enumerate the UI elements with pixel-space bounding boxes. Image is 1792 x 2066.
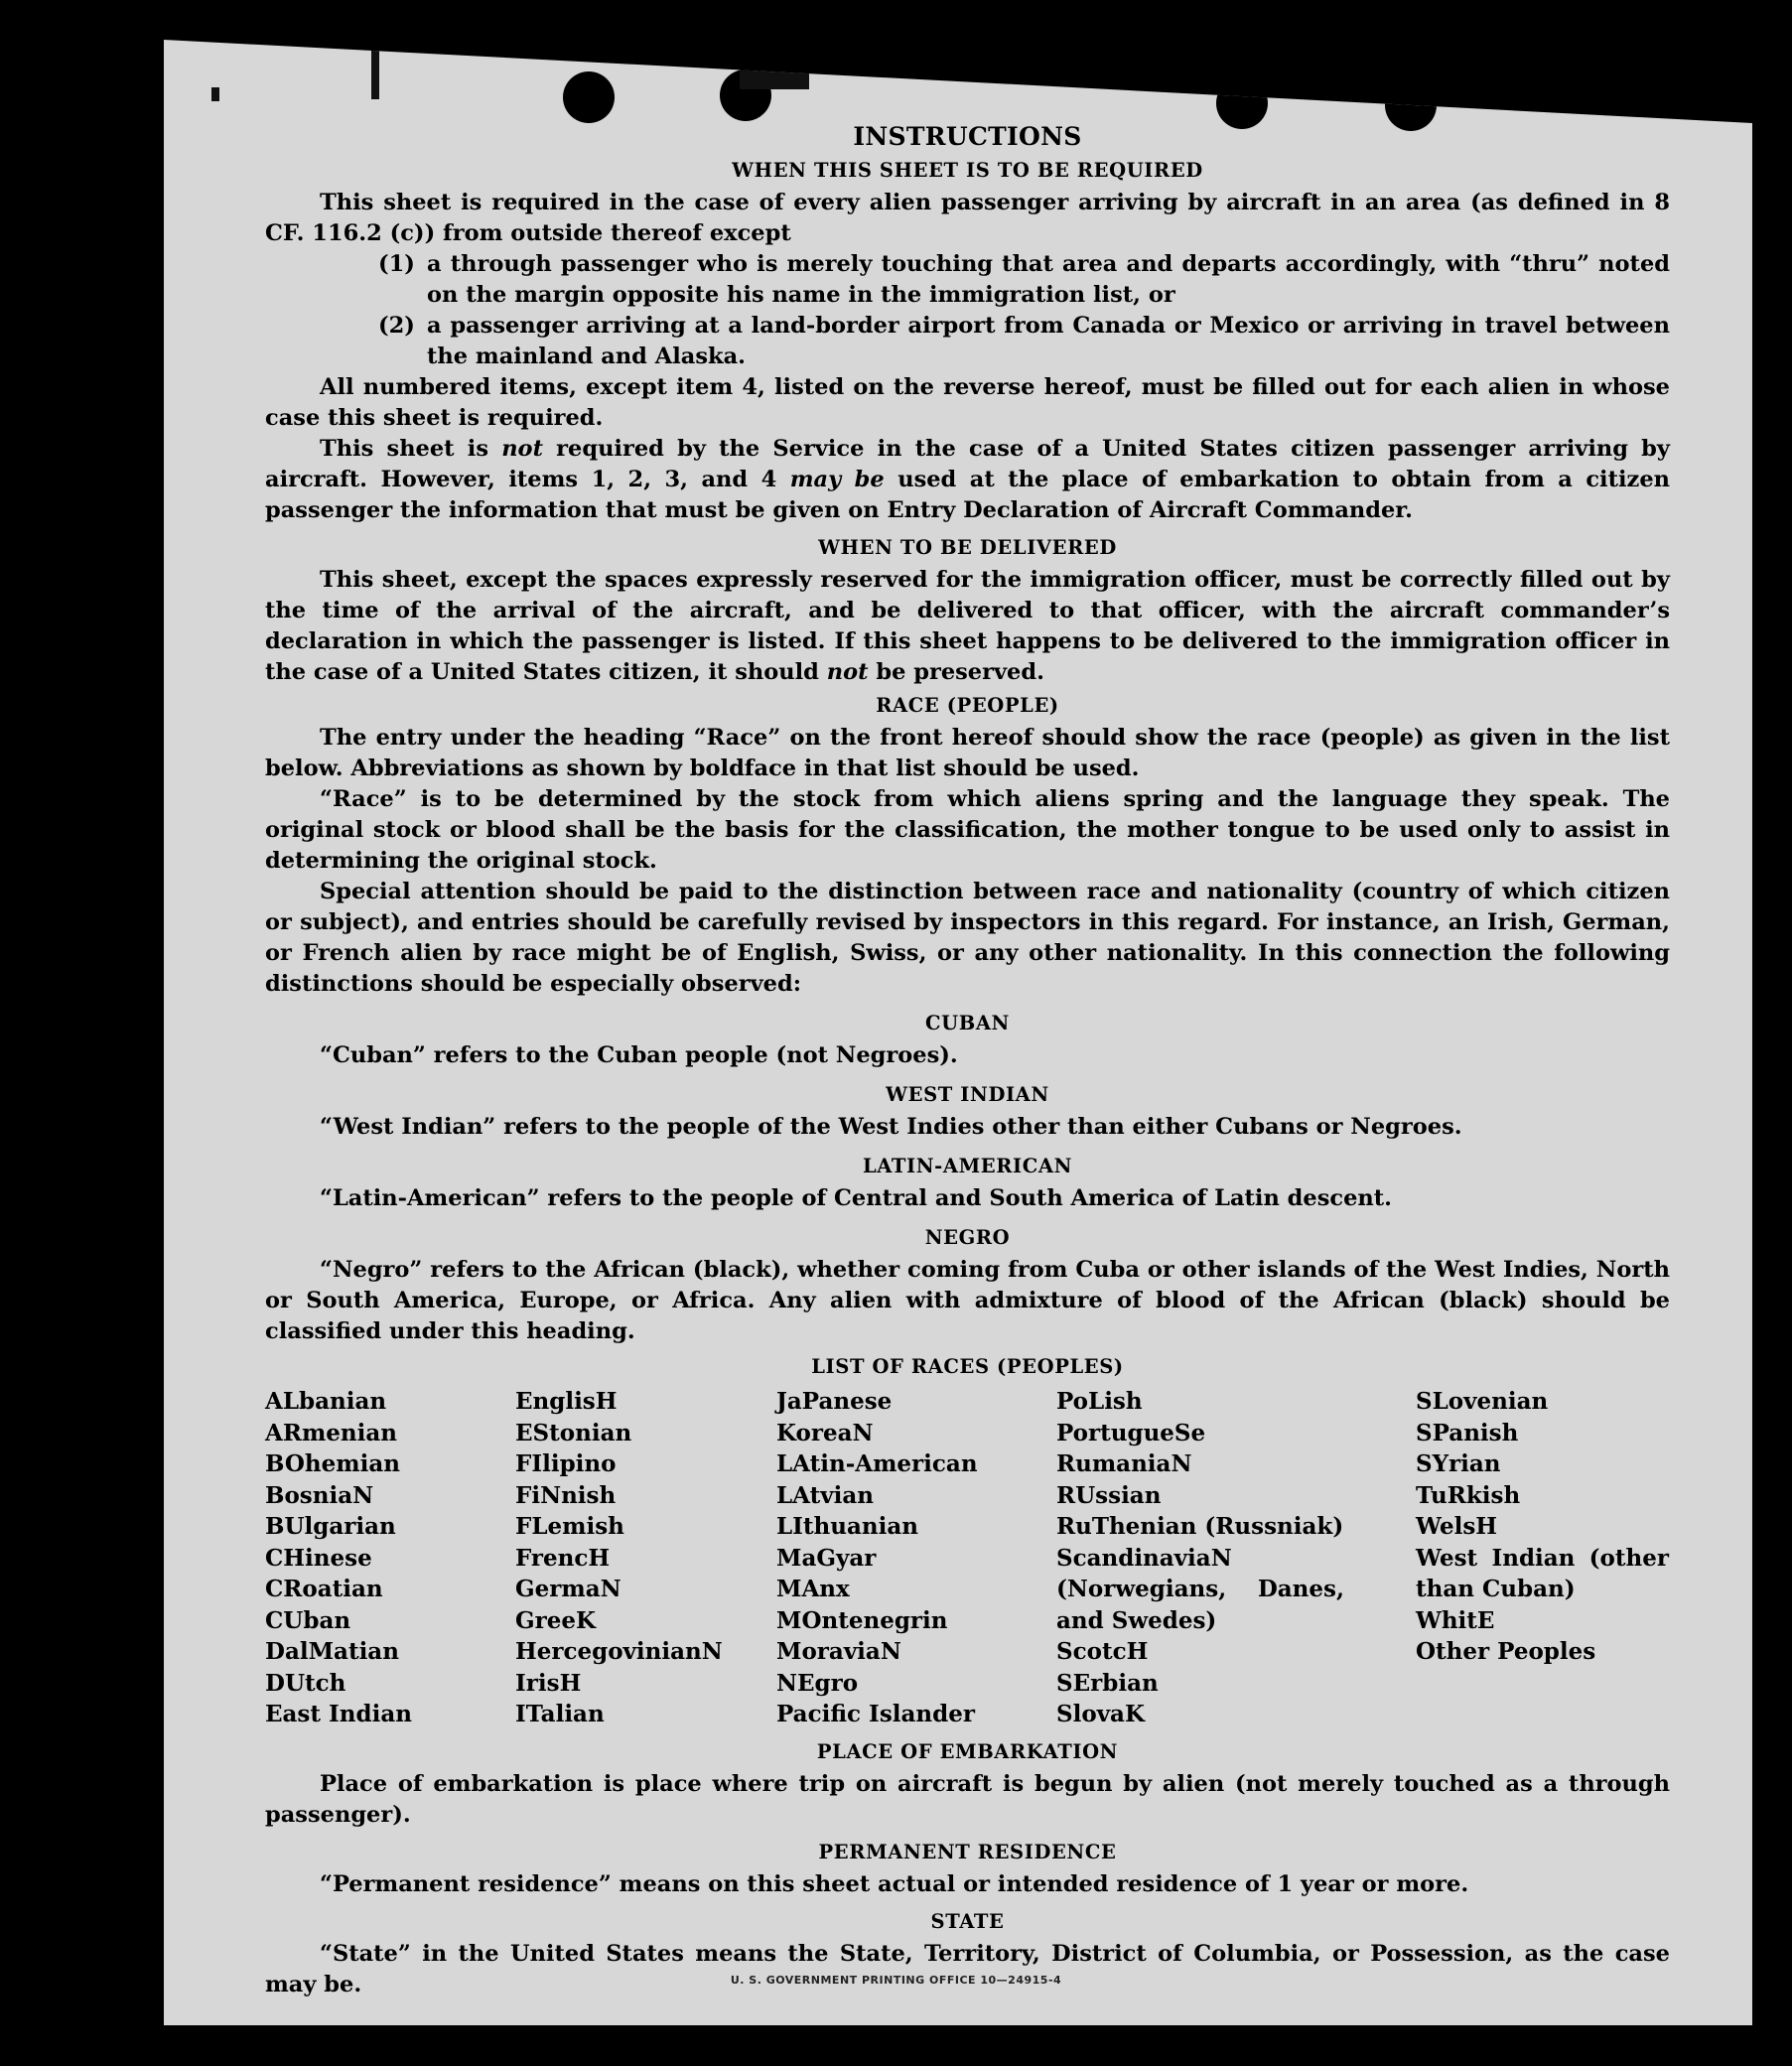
race-item: SPanish: [1416, 1419, 1519, 1446]
races-column: [515, 1386, 776, 1730]
section-heading: PERMANENT RESIDENCE: [818, 1840, 1117, 1863]
race-item: ARmenian: [265, 1419, 398, 1446]
race-item: DalMatian: [265, 1638, 399, 1665]
section-heading: STATE: [930, 1909, 1005, 1933]
item-number: (1): [378, 251, 415, 277]
race-item: HercegovinianN: [515, 1638, 723, 1665]
instructions-text: [265, 121, 1670, 2000]
races-column: [776, 1386, 1056, 1730]
race-item: BosniaN: [265, 1481, 374, 1509]
paragraph: This sheet, except the spaces expressly reserved for the immigration officer, must be correctly filled out by the time of the arrival of the aircraft, and be delivered to that officer, with the aircraft commander’s declaration in which the passenger is listed. If this sheet happens to be delivered to the immigration officer in the case of a United States citizen, it should not be preserved.: [265, 567, 1670, 685]
ink-mark: [740, 60, 809, 89]
item-text: a through passenger who is merely touching that area and departs accordingly, with “thru” noted on the margin opposite his name in the immigration list, or: [427, 251, 1670, 308]
section-heading: NEGRO: [924, 1226, 1011, 1249]
races-column: [1416, 1386, 1670, 1730]
races-column: [1056, 1386, 1416, 1730]
paragraph: “Latin-American” refers to the people of Central and South America of Latin descent.: [320, 1185, 1392, 1211]
paragraph: All numbered items, except item 4, listed on the reverse hereof, must be filled out for each alien in whose case this sheet is required.: [265, 374, 1670, 431]
race-item: LIthuanian: [776, 1513, 918, 1540]
race-item: TuRkish: [1416, 1481, 1521, 1509]
item-text: a passenger arriving at a land-border airport from Canada or Mexico or arriving in travel between the mainland and Alaska.: [427, 313, 1670, 369]
exception-item: [378, 311, 1670, 372]
race-item: SlovaK: [1056, 1701, 1145, 1727]
section-heading: WEST INDIAN: [886, 1083, 1049, 1106]
section-heading: WHEN THIS SHEET IS TO BE REQUIRED: [732, 159, 1203, 182]
race-item: GreeK: [515, 1606, 597, 1634]
race-item: BUlgarian: [265, 1513, 396, 1540]
race-item: MAnx: [776, 1576, 850, 1602]
race-item: CRoatian: [265, 1576, 383, 1602]
race-item: ScandinaviaN (Norwegians, Danes, and Swedes): [1056, 1544, 1344, 1634]
race-item: MaGyar: [776, 1544, 877, 1572]
race-item: CUban: [265, 1606, 351, 1634]
page-title: INSTRUCTIONS: [853, 122, 1082, 151]
race-item: East Indian: [265, 1701, 412, 1727]
race-item: SYrian: [1416, 1450, 1501, 1477]
race-item: PoLish: [1056, 1388, 1143, 1415]
race-item: SErbian: [1056, 1669, 1159, 1697]
race-item: LAtin-American: [776, 1450, 978, 1477]
race-item: WelsH: [1416, 1513, 1498, 1540]
item-number: (2): [378, 313, 415, 339]
section-heading: LIST OF RACES (PEOPLES): [811, 1355, 1124, 1378]
paragraph: This sheet is not required by the Service in the case of a United States citizen passenger arriving by aircraft. However, items 1, 2, 3, and 4 may be used at the place of embarkation to obtain from a citizen passenger the information that must be given on Entry Declaration of Aircraft Commander.: [265, 436, 1670, 523]
race-item: SLovenian: [1416, 1388, 1549, 1415]
paragraph: The entry under the heading “Race” on the front hereof should show the race (people) as given in the list below. Abbreviations as shown by boldface in that list should be used.: [265, 725, 1670, 781]
exception-item: [378, 249, 1670, 311]
race-item: IrisH: [515, 1669, 582, 1697]
paragraph: “Race” is to be determined by the stock from which aliens spring and the language they speak. The original stock or blood shall be the basis for the classification, the mother tongue to be used only to assist in determining the original stock.: [265, 786, 1670, 874]
ink-mark: [371, 40, 379, 99]
race-item: MoraviaN: [776, 1638, 901, 1665]
race-item: ALbanian: [265, 1388, 387, 1415]
race-item: DUtch: [265, 1669, 346, 1697]
paragraph: “Negro” refers to the African (black), whether coming from Cuba or other islands of the West Indies, North or South America, Europe, or Africa. Any alien with admixture of blood of the African (black) should be classified under this heading.: [265, 1257, 1670, 1344]
race-item: RuThenian (Russniak): [1056, 1513, 1344, 1540]
race-item: Other Peoples: [1416, 1638, 1596, 1665]
race-item: FrencH: [515, 1544, 611, 1572]
race-item: RumaniaN: [1056, 1450, 1192, 1477]
race-item: EStonian: [515, 1419, 632, 1446]
race-item: LAtvian: [776, 1481, 874, 1509]
race-item: FIlipino: [515, 1450, 617, 1477]
race-item: NEgro: [776, 1669, 859, 1697]
race-item: PortugueSe: [1056, 1419, 1206, 1446]
punch-hole: [563, 71, 615, 123]
races-list: [265, 1386, 1670, 1730]
section-heading: PLACE OF EMBARKATION: [816, 1739, 1119, 1763]
race-item: FLemish: [515, 1513, 624, 1540]
paragraph: “Cuban” refers to the Cuban people (not Negroes).: [320, 1042, 958, 1068]
section-heading: RACE (PEOPLE): [876, 694, 1059, 717]
race-item: MOntenegrin: [776, 1606, 948, 1634]
race-item: GermaN: [515, 1576, 621, 1602]
ink-mark: [211, 87, 219, 101]
paragraph: Place of embarkation is place where trip on aircraft is begun by alien (not merely touched as a through passenger).: [265, 1770, 1670, 1828]
race-item: KoreaN: [776, 1419, 874, 1446]
race-item: JaPanese: [776, 1388, 893, 1415]
paragraph: Special attention should be paid to the distinction between race and nationality (country of which citizen or subject), and entries should be carefully revised by inspectors in this regard. For instance, an Irish, German, or French alien by race might be of English, Swiss, or any other nationality. In this connection the following distinctions should be especially observed:: [265, 879, 1670, 997]
section-heading: WHEN TO BE DELIVERED: [818, 536, 1117, 559]
race-item: Pacific Islander: [776, 1701, 975, 1727]
races-column: [265, 1386, 515, 1730]
race-item: West Indian (other than Cuban): [1416, 1544, 1669, 1602]
section-heading: CUBAN: [925, 1012, 1010, 1034]
printer-imprint: U. S. GOVERNMENT PRINTING OFFICE 10—24915-4: [730, 1974, 1062, 1987]
paragraph: “Permanent residence” means on this sheet actual or intended residence of 1 year or more.: [320, 1870, 1469, 1897]
race-item: BOhemian: [265, 1450, 400, 1477]
race-item: ITalian: [515, 1701, 605, 1727]
paragraph: This sheet is required in the case of every alien passenger arriving by aircraft in an area (as defined in 8 CF. 116.2 (c)) from outside thereof except: [265, 190, 1670, 246]
race-item: WhitE: [1416, 1606, 1495, 1634]
race-item: RUssian: [1056, 1481, 1162, 1509]
paragraph: “State” in the United States means the State, Territory, District of Columbia, or Possession, as the case may be.: [265, 1940, 1670, 1997]
race-item: ScotcH: [1056, 1638, 1149, 1665]
race-item: CHinese: [265, 1544, 372, 1572]
paragraph: “West Indian” refers to the people of the West Indies other than either Cubans or Negroes.: [320, 1114, 1462, 1140]
race-item: FiNnish: [515, 1481, 617, 1509]
section-heading: LATIN-AMERICAN: [862, 1155, 1073, 1177]
race-item: EnglisH: [515, 1388, 618, 1415]
